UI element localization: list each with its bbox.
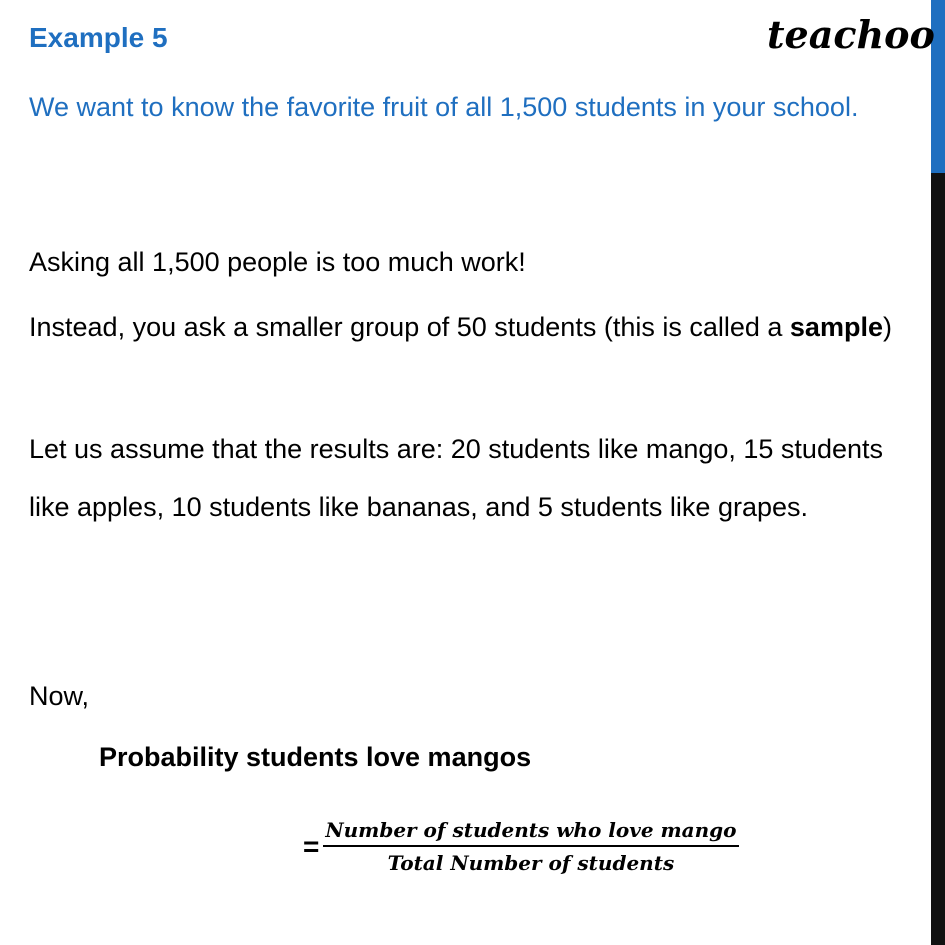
sample-text-before: Instead, you ask a smaller group of 50 students (this is called a xyxy=(29,312,790,342)
paragraph-results: Let us assume that the results are: 20 students like mango, 15 students like apples, 10 students like bananas, and 5 students like grapes. xyxy=(29,434,883,522)
fraction-numerator: Number of students who love mango xyxy=(325,818,737,842)
equals-sign: = xyxy=(303,830,320,862)
probability-equation xyxy=(303,818,739,875)
paragraph-now: Now, xyxy=(29,681,90,711)
example-title: Example 5 xyxy=(29,22,168,53)
paragraph-too-much-work: Asking all 1,500 people is too much work! xyxy=(29,247,526,277)
intro-question: We want to know the favorite fruit of all 1,500 students in your school. xyxy=(29,92,859,122)
scrollbar-track[interactable] xyxy=(931,0,945,945)
teachoo-logo: teachoo xyxy=(767,12,935,57)
fraction xyxy=(323,818,738,875)
probability-heading: Probability students love mangos xyxy=(99,742,532,772)
sample-term: sample xyxy=(789,312,883,342)
sample-text-after: ) xyxy=(882,312,892,342)
fraction-denominator: Total Number of students xyxy=(387,851,675,875)
paragraph-sample xyxy=(29,298,909,356)
